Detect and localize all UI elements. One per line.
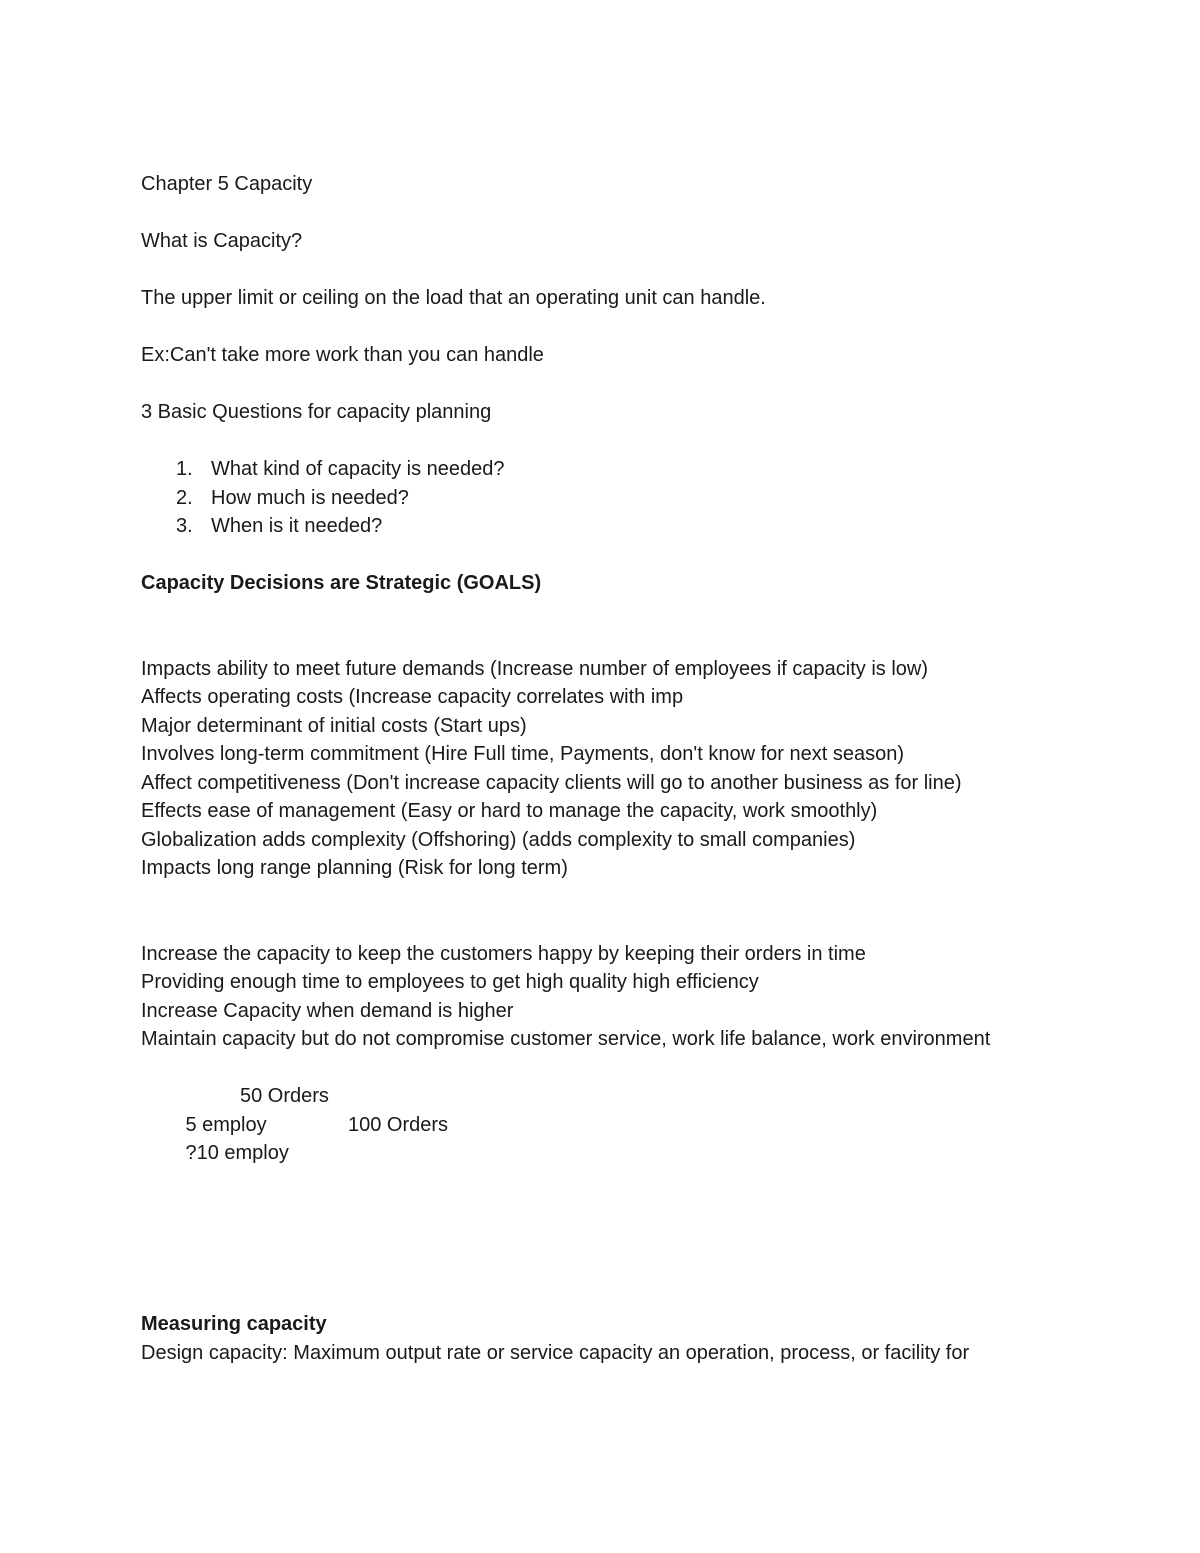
goal-item: Increase Capacity when demand is higher [141, 999, 514, 1022]
orders-example [141, 1082, 1101, 1164]
list-item [141, 455, 1101, 484]
orders-count: 50 Orders [240, 1085, 329, 1107]
measuring-heading: Measuring capacity [141, 1313, 327, 1335]
strategic-point: Affect competitiveness (Don't increase capacity clients will go to another business as for line) [141, 771, 962, 794]
strategic-point: Effects ease of management (Easy or hard to manage the capacity, work smoothly) [141, 800, 878, 822]
goal-item: Maintain capacity but do not compromise customer service, work life balance, work environment [141, 1028, 991, 1050]
strategic-point: Affects operating costs (Increase capacity correlates with imp [141, 686, 684, 708]
list-text: When is it needed? [211, 515, 383, 537]
orders-row [141, 1111, 1101, 1164]
strategic-point: Impacts ability to meet future demands (Increase number of employees if capacity is low) [141, 657, 929, 680]
strategic-points [141, 655, 1101, 883]
list-number: 1. [176, 458, 193, 480]
chapter-title: Chapter 5 Capacity [141, 173, 313, 195]
strategic-heading: Capacity Decisions are Strategic (GOALS) [141, 572, 542, 594]
document-body [141, 170, 1101, 1367]
list-number: 3. [176, 515, 193, 537]
strategic-point: Impacts long range planning (Risk for long term) [141, 857, 568, 879]
capacity-example: Ex:Can't take more work than you can handle [141, 344, 544, 366]
goal-item: Providing enough time to employees to get high quality high efficiency [141, 971, 759, 993]
list-text: What kind of capacity is needed? [211, 458, 505, 480]
strategic-point: Globalization adds complexity (Offshoring) (adds complexity to small companies) [141, 828, 856, 851]
orders-count: 100 Orders [348, 1113, 449, 1136]
capacity-question: What is Capacity? [141, 230, 303, 252]
list-text: How much is needed? [211, 486, 409, 509]
employ-count: ?10 employ [185, 1142, 289, 1164]
list-item [141, 512, 1101, 541]
basic-questions-list [141, 455, 1101, 541]
basic-questions-heading: 3 Basic Questions for capacity planning [141, 401, 492, 423]
capacity-definition: The upper limit or ceiling on the load that an operating unit can handle. [141, 287, 766, 309]
employ-count: 5 employ [185, 1113, 267, 1136]
strategic-point: Major determinant of initial costs (Start ups) [141, 714, 527, 737]
list-item [141, 484, 1101, 513]
design-capacity: Design capacity: Maximum output rate or service capacity an operation, process, or facility for [141, 1341, 970, 1364]
strategic-point: Involves long-term commitment (Hire Full time, Payments, don't know for next season) [141, 743, 904, 765]
list-number: 2. [176, 486, 193, 509]
goal-item: Increase the capacity to keep the customers happy by keeping their orders in time [141, 942, 866, 965]
goals-list [141, 940, 1101, 1054]
